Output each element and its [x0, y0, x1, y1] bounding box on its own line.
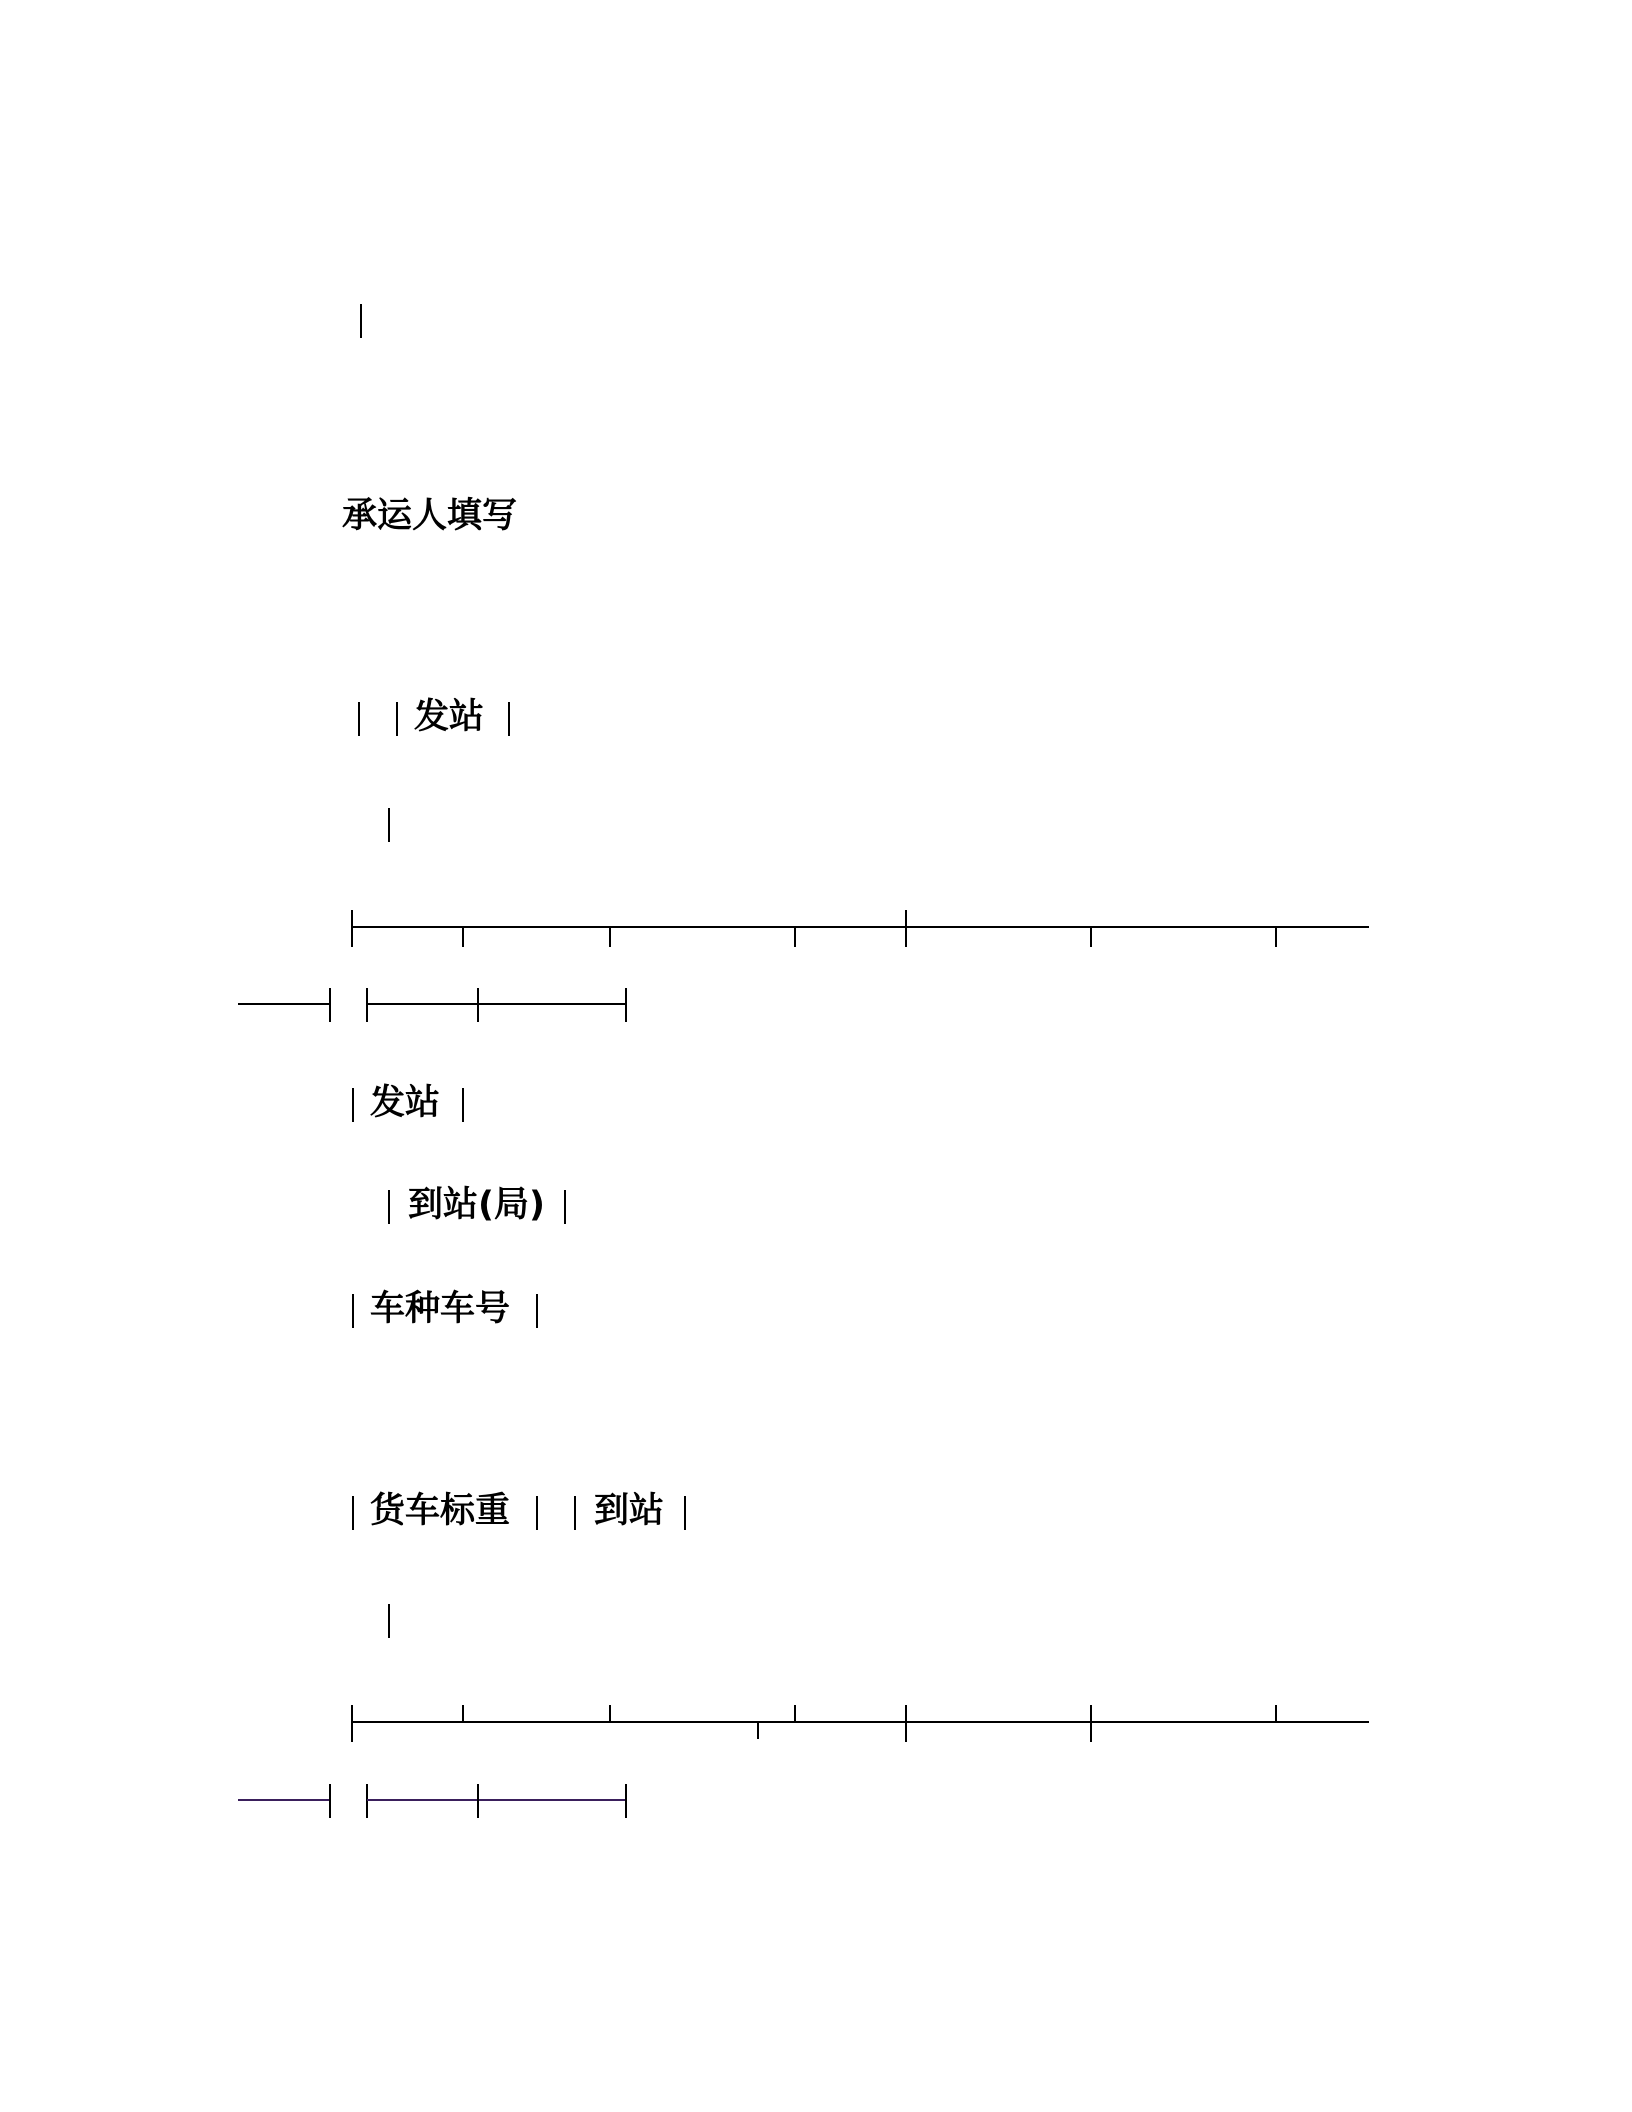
- table-border-bar: [388, 1190, 390, 1224]
- departure-station-label: 发站: [370, 1083, 441, 1123]
- table-border-bar: [564, 1190, 566, 1224]
- departure-station-label: 发站: [414, 697, 485, 737]
- table-border-bar: [388, 1604, 390, 1638]
- table-border-bar: [684, 1496, 686, 1530]
- table-border-bar: [358, 702, 360, 736]
- wagon-marked-load-label: 货车标重: [370, 1491, 511, 1531]
- table-border-bar: [462, 1088, 464, 1122]
- table-border-bar: [360, 304, 362, 338]
- table-horizontal-rule: [0, 1695, 1632, 1755]
- table-horizontal-rule: [0, 900, 1632, 960]
- table-horizontal-rule: [0, 1776, 1632, 1836]
- arrival-station-label: 到站: [594, 1491, 665, 1531]
- table-border-bar: [536, 1496, 538, 1530]
- table-border-bar: [352, 1496, 354, 1530]
- table-border-bar: [352, 1088, 354, 1122]
- table-border-bar: [536, 1294, 538, 1328]
- table-border-bar: [388, 808, 390, 842]
- table-border-bar: [352, 1294, 354, 1328]
- car-type-number-label: 车种车号: [370, 1289, 511, 1329]
- section-heading: 承运人填写: [342, 496, 518, 536]
- table-horizontal-rule: [0, 980, 1632, 1040]
- table-border-bar: [508, 702, 510, 736]
- arrival-station-bureau-label: 到站(局): [408, 1185, 545, 1225]
- table-border-bar: [574, 1496, 576, 1530]
- table-border-bar: [396, 702, 398, 736]
